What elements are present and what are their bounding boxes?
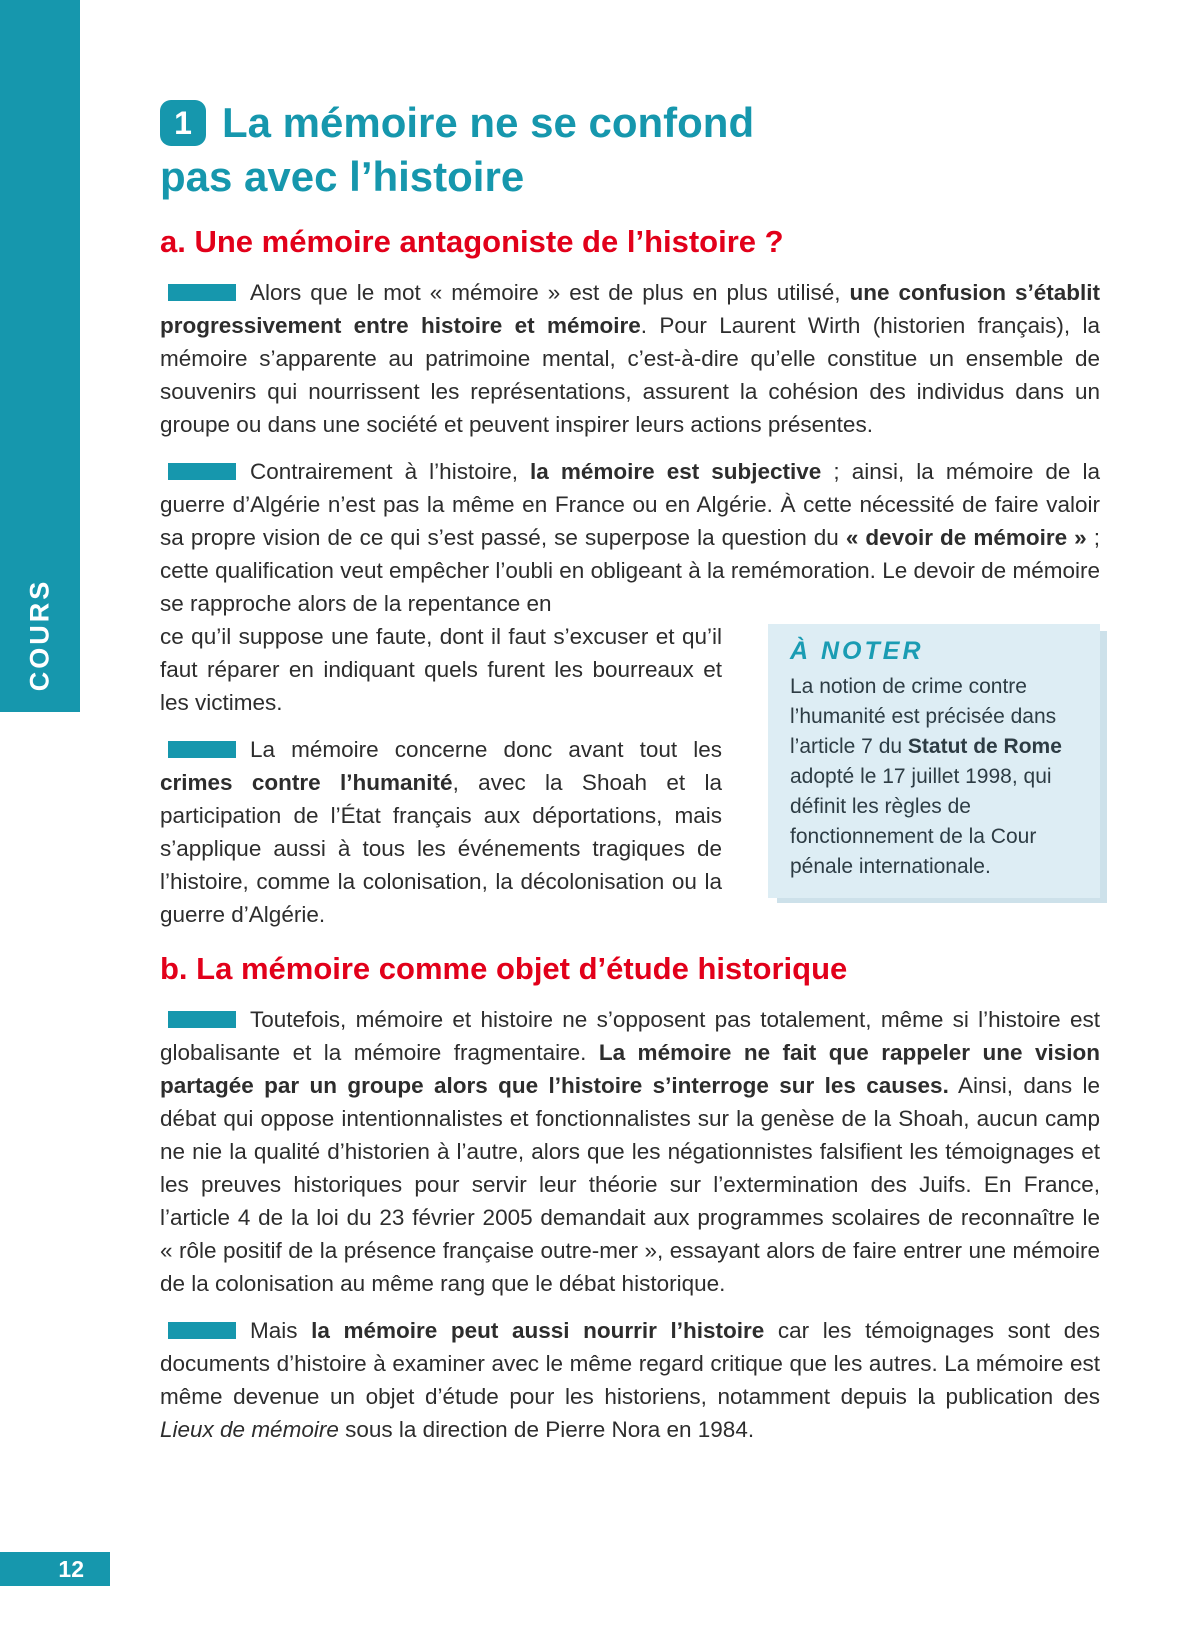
paragraph-text: Alors que le mot « mémoire » est de plus en plus utilisé, une confusion s’établit progressivement entre histoire et mémoire. Pour Laurent Wirth (historien français), la mémoire s’apparente au patrimoine mental, c’est-à-dire qu’elle constitue un ensemble de souvenirs qui nourrissent les représentations, assurent la cohésion des individus dans un groupe ou dans une société et peuvent inspirer leurs actions présentes. bbox=[160, 280, 1101, 437]
chapter-title-line2: pas avec l’histoire bbox=[160, 153, 525, 200]
chapter-number-badge: 1 bbox=[160, 100, 206, 146]
paragraph bbox=[160, 276, 1100, 441]
page-number-badge bbox=[0, 1552, 110, 1586]
section-b-heading: b. La mémoire comme objet d’étude historique bbox=[160, 951, 848, 986]
section-a-heading: a. Une mémoire antagoniste de l’histoire ? bbox=[160, 224, 784, 259]
sidebar-cours-label: COURS bbox=[24, 578, 55, 692]
page-content bbox=[160, 96, 1100, 1460]
paragraph-dash-icon bbox=[168, 1322, 236, 1339]
paragraph-dash-icon bbox=[168, 284, 236, 301]
paragraph-text: La mémoire concerne donc avant tout les crimes contre l’humanité, avec la Shoah et la participation de l’État français aux déportations, mais s’applique aussi à tous les événements tragiques de l’histoire, comme la colonisation, la décolonisation ou la guerre d’Algérie. bbox=[160, 737, 722, 927]
cours-sidebar-bar bbox=[0, 0, 80, 712]
paragraph-dash-icon bbox=[168, 741, 236, 758]
chapter-title-line1: La mémoire ne se confond bbox=[222, 99, 755, 146]
paragraph-dash-icon bbox=[168, 1011, 236, 1028]
paragraph-text: Mais la mémoire peut aussi nourrir l’histoire car les témoignages sont des documents d’histoire à examiner avec le même regard critique que les autres. La mémoire est même devenue un objet d’étude pour les historiens, notamment depuis la publication des Lieux de mémoire sous la direction de Pierre Nora en 1984. bbox=[160, 1318, 1100, 1442]
note-box bbox=[768, 624, 1100, 898]
paragraph-text: Toutefois, mémoire et histoire ne s’opposent pas totalement, même si l’histoire est globalisante et la mémoire fragmentaire. La mémoire ne fait que rappeler une vision partagée par un groupe alors que l’histoire s’interroge sur les causes. Ainsi, dans le débat qui oppose intentionnalistes et fonctionnalistes sur la genèse de la Shoah, aucun camp ne nie la qualité d’historien à l’autre, alors que les négationnistes falsifient les témoignages et les preuves historiques pour servir leur théorie sur l’extermination des Juifs. En France, l’article 4 de la loi du 23 février 2005 demandait aux programmes scolaires de reconnaître le « rôle positif de la présence française outre-mer », essayant alors de faire entrer une mémoire de la colonisation au même rang que le débat historique. bbox=[160, 1007, 1101, 1296]
chapter-title-row bbox=[160, 96, 1100, 150]
paragraph bbox=[160, 1314, 1100, 1446]
paragraph-dash-icon bbox=[168, 463, 236, 480]
note-body: La notion de crime contre l’humanité est précisée dans l’article 7 du Statut de Rome adopté le 17 juillet 1998, qui définit les règles de fonctionnement de la Cour pénale internationale. bbox=[790, 675, 1062, 878]
note-heading: À NOTER bbox=[790, 637, 924, 665]
paragraph-text: ce qu’il suppose une faute, dont il faut s’excuser et qu’il faut réparer en indiquant quels furent les bourreaux et les victimes. bbox=[160, 624, 722, 715]
paragraph-text: Contrairement à l’histoire, la mémoire est subjective ; ainsi, la mémoire de la guerre d’Algérie n’est pas la même en France ou en Algérie. À cette nécessité de faire valoir sa propre vision de ce qui s’est passé, se superpose la question du « devoir de mémoire » ; cette qualification veut empêcher l’oubli en obligeant à la remémoration. Le devoir de mémoire se rapproche alors de la repentance en bbox=[160, 459, 1101, 616]
paragraph bbox=[160, 1003, 1100, 1300]
paragraph bbox=[160, 455, 1100, 620]
chapter-title bbox=[160, 96, 1100, 204]
page-number: 12 bbox=[58, 1556, 84, 1582]
